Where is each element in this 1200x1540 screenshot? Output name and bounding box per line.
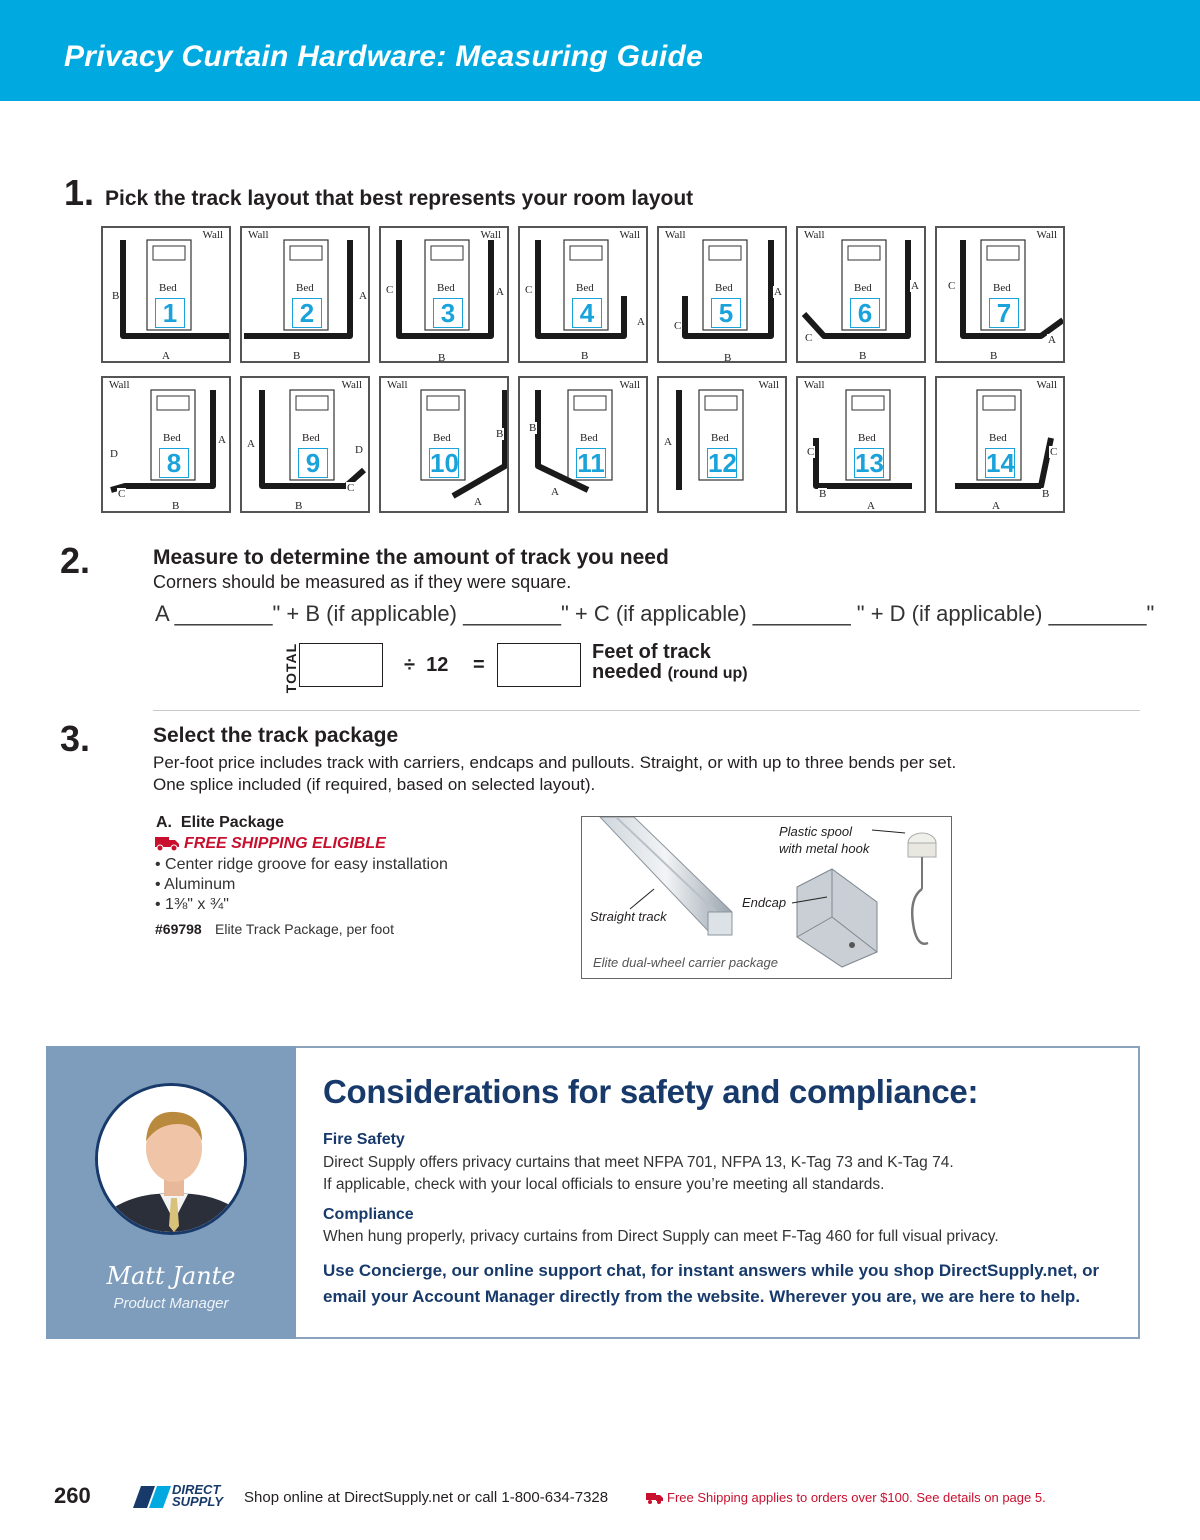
wall-label: Wall [758, 379, 779, 391]
cta-line-1: Use Concierge, our online support chat, for instant answers while you shop DirectSupply.net, or [323, 1261, 1100, 1280]
bullet-1: • Center ridge groove for easy installation [155, 856, 448, 873]
wall-label: Wall [1036, 229, 1057, 241]
layout-number-11: 11 [577, 448, 605, 478]
layout-diagram [381, 378, 509, 513]
wall-label: Wall [248, 229, 269, 241]
layout-option-1[interactable] [101, 226, 231, 363]
dimension-label-a: A [911, 280, 919, 292]
spool-label: Plastic spool with metal hook [779, 824, 870, 856]
bed-label: Bed [858, 432, 876, 444]
dimension-label-a: A [218, 434, 226, 446]
step-3-description-1: Per-foot price includes track with carriers, endcaps and pullouts. Straight, or with up to three bends per set. [153, 753, 957, 772]
bed-label: Bed [163, 432, 181, 444]
dimension-label-a: A [664, 436, 672, 448]
layout-option-8[interactable] [101, 376, 231, 513]
dimension-label-b: B [496, 428, 504, 440]
dimension-label-b: B [293, 350, 301, 362]
dimension-label-a: A [162, 350, 170, 362]
item-number: #69798 [155, 921, 202, 937]
dimension-label-a: A [774, 286, 782, 298]
truck-icon [155, 834, 181, 852]
layout-diagram [381, 228, 509, 363]
layout-number-6: 6 [850, 298, 880, 328]
layout-number-12: 12 [708, 448, 737, 478]
step-3-description-2: One splice included (if required, based on selected layout). [153, 775, 596, 794]
compliance-title: Compliance [323, 1206, 414, 1223]
dimension-label-a: A [359, 290, 367, 302]
dimension-label-b: B [819, 488, 827, 500]
dimension-label-a: A [1048, 334, 1056, 346]
dimension-label-c: C [525, 284, 533, 296]
layout-number-10: 10 [430, 448, 459, 478]
layout-number-2: 2 [292, 298, 322, 328]
bed-label: Bed [715, 282, 733, 294]
layout-number-1: 1 [155, 298, 185, 328]
bed-label: Bed [437, 282, 455, 294]
bed-label: Bed [433, 432, 451, 444]
layout-option-13[interactable] [796, 376, 926, 513]
bed-label: Bed [711, 432, 729, 444]
free-shipping-badge: FREE SHIPPING ELIGIBLE [184, 835, 386, 852]
signature: Matt Jante [106, 1262, 236, 1290]
wall-label: Wall [341, 379, 362, 391]
dimension-label-b: B [438, 352, 446, 363]
layout-option-12[interactable] [657, 376, 787, 513]
wall-label: Wall [1036, 379, 1057, 391]
dimension-label-b: B [724, 352, 732, 363]
fire-safety-title: Fire Safety [323, 1131, 405, 1148]
total-label: TOTAL [283, 642, 300, 694]
step-2-number: 2. [60, 540, 91, 581]
dimension-label-a: A [247, 438, 255, 450]
bed-label: Bed [576, 282, 594, 294]
wall-label: Wall [109, 379, 130, 391]
compliance-line-1: When hung properly, privacy curtains from Direct Supply can meet F-Tag 460 for full visual privacy. [323, 1228, 999, 1245]
endcap-label: Endcap [742, 895, 787, 910]
avatar [95, 1083, 247, 1235]
wall-label: Wall [619, 229, 640, 241]
dimension-label-b: B [859, 350, 867, 362]
layout-diagram [520, 378, 648, 513]
measurement-formula: A ________" + B (if applicable) ________" + C (if applicable) ________ " + D (if applicable) ________" [155, 601, 1155, 626]
page-number: 260 [54, 1483, 91, 1508]
dimension-label-c: C [674, 320, 682, 332]
bullet-2: • Aluminum [155, 876, 236, 893]
fire-safety-line-1: Direct Supply offers privacy curtains that meet NFPA 701, NFPA 13, K-Tag 73 and K-Tag 74. [323, 1154, 954, 1171]
dimension-label-c: C [347, 482, 355, 494]
step-1-title: Pick the track layout that best represents your room layout [105, 187, 694, 210]
footer-truck-icon [646, 1491, 664, 1503]
layout-diagram [242, 228, 370, 363]
step-3-title: Select the track package [153, 724, 399, 747]
fire-safety-line-2: If applicable, check with your local officials to ensure you’re meeting all standards. [323, 1176, 885, 1193]
layout-diagram [659, 378, 787, 513]
layout-diagram [520, 228, 648, 363]
layout-option-6[interactable] [796, 226, 926, 363]
dimension-label-c: C [807, 446, 815, 458]
dimension-label-c: C [1050, 446, 1058, 458]
section-divider [153, 710, 1140, 711]
bed-label: Bed [302, 432, 320, 444]
layout-diagram [659, 228, 787, 363]
bed-label: Bed [159, 282, 177, 294]
dimension-label-b: B [581, 350, 589, 362]
dimension-label-b: B [990, 350, 998, 362]
wall-label: Wall [387, 379, 408, 391]
layout-number-4: 4 [572, 298, 602, 328]
bed-label: Bed [989, 432, 1007, 444]
logo-wordmark: DIRECT SUPPLY [172, 1482, 224, 1509]
dimension-label-b: B [112, 290, 120, 302]
footer-shipping-note: Free Shipping applies to orders over $100. See details on page 5. [667, 1490, 1046, 1505]
layout-number-14: 14 [986, 448, 1015, 478]
dimension-label-c: C [805, 332, 813, 344]
feet-of-track-label: Feet of track needed (round up) [592, 641, 748, 683]
dimension-label-a: A [474, 496, 482, 508]
dimension-label-a: A [637, 316, 645, 328]
dimension-label-b: B [295, 500, 303, 512]
layout-number-7: 7 [989, 298, 1019, 328]
total-input-box[interactable] [299, 643, 383, 687]
cta-line-2: email your Account Manager directly from the website. Wherever you are, we are here to help. [323, 1287, 1081, 1306]
wall-label: Wall [619, 379, 640, 391]
step-2-subtitle: Corners should be measured as if they were square. [153, 572, 572, 592]
step-3-number: 3. [60, 718, 91, 759]
dimension-label-b: B [1042, 488, 1050, 500]
footer-shop-text: Shop online at DirectSupply.net or call 1-800-634-7328 [244, 1489, 609, 1506]
dimension-label-b: B [172, 500, 180, 512]
layout-option-5[interactable] [657, 226, 787, 363]
promo-heading: Considerations for safety and compliance: [323, 1073, 979, 1110]
bed-label: Bed [993, 282, 1011, 294]
layout-option-3[interactable] [379, 226, 509, 363]
layout-option-2[interactable] [240, 226, 370, 363]
dimension-label-a: A [992, 500, 1000, 512]
dimension-label-c: C [118, 488, 126, 500]
layout-option-7[interactable] [935, 226, 1065, 363]
dimension-label-d: D [110, 448, 118, 460]
layout-number-13: 13 [855, 448, 884, 478]
dimension-label-a: A [867, 500, 875, 512]
layout-option-10[interactable] [379, 376, 509, 513]
layout-number-8: 8 [159, 448, 189, 478]
layout-option-11[interactable] [518, 376, 648, 513]
item-description: Elite Track Package, per foot [215, 921, 394, 937]
bullet-3: • 1⅜" x ¾" [155, 896, 229, 913]
layout-number-3: 3 [433, 298, 463, 328]
page-title: Privacy Curtain Hardware: Measuring Guide [64, 40, 704, 73]
layout-number-5: 5 [711, 298, 741, 328]
bed-label: Bed [854, 282, 872, 294]
wall-label: Wall [665, 229, 686, 241]
bed-label: Bed [296, 282, 314, 294]
wall-label: Wall [804, 229, 825, 241]
person-role: Product Manager [113, 1295, 229, 1312]
dimension-label-b: B [529, 422, 537, 434]
wall-label: Wall [202, 229, 223, 241]
layout-diagram [937, 228, 1065, 363]
wall-label: Wall [804, 379, 825, 391]
dimension-label-a: A [496, 286, 504, 298]
layout-diagram [798, 228, 926, 363]
step-1-number: 1. [64, 172, 95, 213]
dimension-label-c: C [948, 280, 956, 292]
layout-diagram [103, 228, 231, 363]
bed-label: Bed [580, 432, 598, 444]
divide-by-12: ÷ 12 [404, 654, 449, 676]
package-title: A. Elite Package [156, 814, 285, 831]
layout-option-4[interactable] [518, 226, 648, 363]
direct-supply-logo [133, 1484, 173, 1510]
photo-caption: Elite dual-wheel carrier package [593, 955, 778, 970]
dimension-label-c: C [386, 284, 394, 296]
layout-number-9: 9 [298, 448, 328, 478]
layout-option-9[interactable] [240, 376, 370, 513]
feet-result-box[interactable] [497, 643, 581, 687]
wall-label: Wall [480, 229, 501, 241]
straight-track-label: Straight track [590, 909, 667, 924]
dimension-label-a: A [551, 486, 559, 498]
product-photo [581, 816, 952, 979]
step-2-title: Measure to determine the amount of track you need [153, 546, 669, 569]
dimension-label-d: D [355, 444, 363, 456]
layout-option-14[interactable] [935, 376, 1065, 513]
equals-sign: = [473, 654, 485, 676]
